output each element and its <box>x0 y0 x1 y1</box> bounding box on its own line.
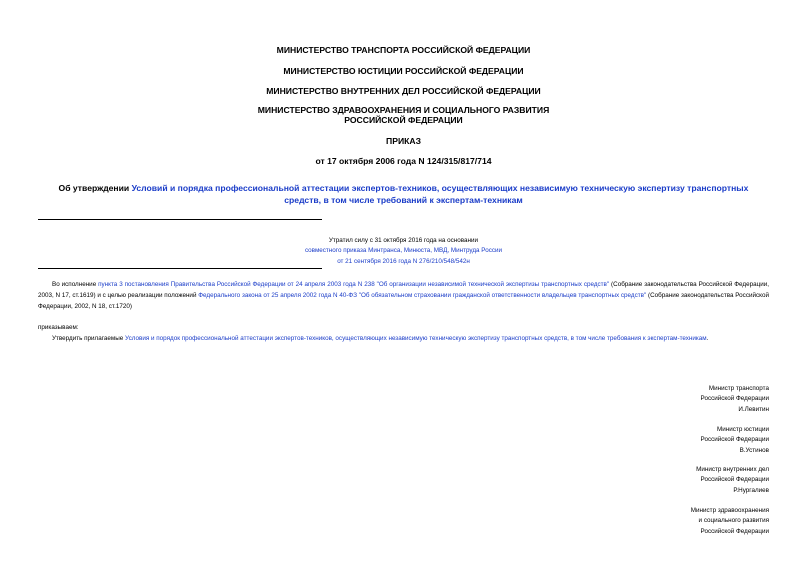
signature-name: И.Левитин <box>738 405 769 413</box>
ministry-justice-heading: МИНИСТЕРСТВО ЮСТИЦИИ РОССИЙСКОЙ ФЕДЕРАЦИИ <box>283 66 524 76</box>
signature-title: Министр транспорта <box>708 385 769 392</box>
approval-start: Утвердить прилагаемые <box>52 335 125 342</box>
preamble-end: (Собрание законодательства Российской Федерации, 2002, N 18, ст.1720) <box>38 292 769 310</box>
signature-country: Российской Федерации <box>700 476 769 484</box>
signature-title: Министр здравоохранения <box>690 507 769 514</box>
repeal-notice <box>0 236 807 267</box>
conditions-link[interactable]: Условия и порядок профессиональной аттестации экспертов-техников, осуществляющих независимую техническую экспертизу транспортных средств, в том числе требования к экспертам-техникам <box>125 335 707 342</box>
title-prefix: Об утверждении <box>58 183 132 193</box>
ministry-health-line2: РОССИЙСКОЙ ФЕДЕРАЦИИ <box>344 115 463 126</box>
repeal-notice-text: Утратил силу с 31 октября 2016 года на основании <box>328 237 479 244</box>
preamble-middle: (Собрание законодательства Российской Федерации, 2003, N 17, ст.1619) и с целью реализации положений <box>38 281 769 299</box>
divider-bottom <box>38 268 322 269</box>
signature-title: Министр внутренних дел <box>696 466 769 473</box>
approval-end: . <box>706 335 709 342</box>
repeal-order-date-link[interactable]: от 21 сентября 2016 года N 276/210/548/542н <box>337 257 470 265</box>
signature-title: Министр юстиции <box>717 426 769 433</box>
government-decree-link[interactable]: пункта 3 постановления Правительства Российской Федерации от 24 апреля 2003 года N 238 "Об организации независимой технической экспертизы транспортных средств" <box>98 281 610 288</box>
signature-title-cont: и социального развития <box>698 517 769 525</box>
ministry-health-line1: МИНИСТЕРСТВО ЗДРАВООХРАНЕНИЯ И СОЦИАЛЬНОГО РАЗВИТИЯ <box>257 105 550 115</box>
document-date-number: от 17 октября 2006 года N 124/315/817/714 <box>315 156 492 166</box>
signature-health <box>569 506 769 537</box>
signature-transport <box>569 384 769 415</box>
federal-law-link[interactable]: Федерального закона от 25 апреля 2002 года N 40-ФЗ "Об обязательном страховании гражданской ответственности владельцев транспортных средств" <box>198 292 647 299</box>
document-type: ПРИКАЗ <box>386 136 421 146</box>
signature-country: Российской Федерации <box>700 527 769 535</box>
signature-name: Р.Нургалиев <box>733 486 769 494</box>
signature-country: Российской Федерации <box>700 395 769 403</box>
ministry-transport-heading: МИНИСТЕРСТВО ТРАНСПОРТА РОССИЙСКОЙ ФЕДЕРАЦИИ <box>276 45 531 55</box>
signature-interior <box>569 465 769 496</box>
signature-name: В.Устинов <box>739 446 769 454</box>
preamble-paragraph <box>38 279 769 312</box>
document-title <box>40 183 767 206</box>
title-link[interactable]: Условий и порядка профессиональной аттестации экспертов-техников, осуществляющих независимую техническую экспертизу транспортных средств, в том числе требований к экспертам-техникам <box>131 183 749 205</box>
ministry-interior-heading: МИНИСТЕРСТВО ВНУТРЕННИХ ДЕЛ РОССИЙСКОЙ ФЕДЕРАЦИИ <box>266 86 541 96</box>
approval-paragraph <box>38 333 769 344</box>
signature-country: Российской Федерации <box>700 436 769 444</box>
divider-top <box>38 219 322 220</box>
repeal-order-link[interactable]: совместного приказа Минтранса, Минюста, МВД, Минтруда России <box>304 247 503 255</box>
ministry-health-heading <box>0 105 807 126</box>
signature-justice <box>569 425 769 456</box>
order-word: приказываем: <box>38 324 79 331</box>
preamble-start: Во исполнение <box>52 281 99 288</box>
